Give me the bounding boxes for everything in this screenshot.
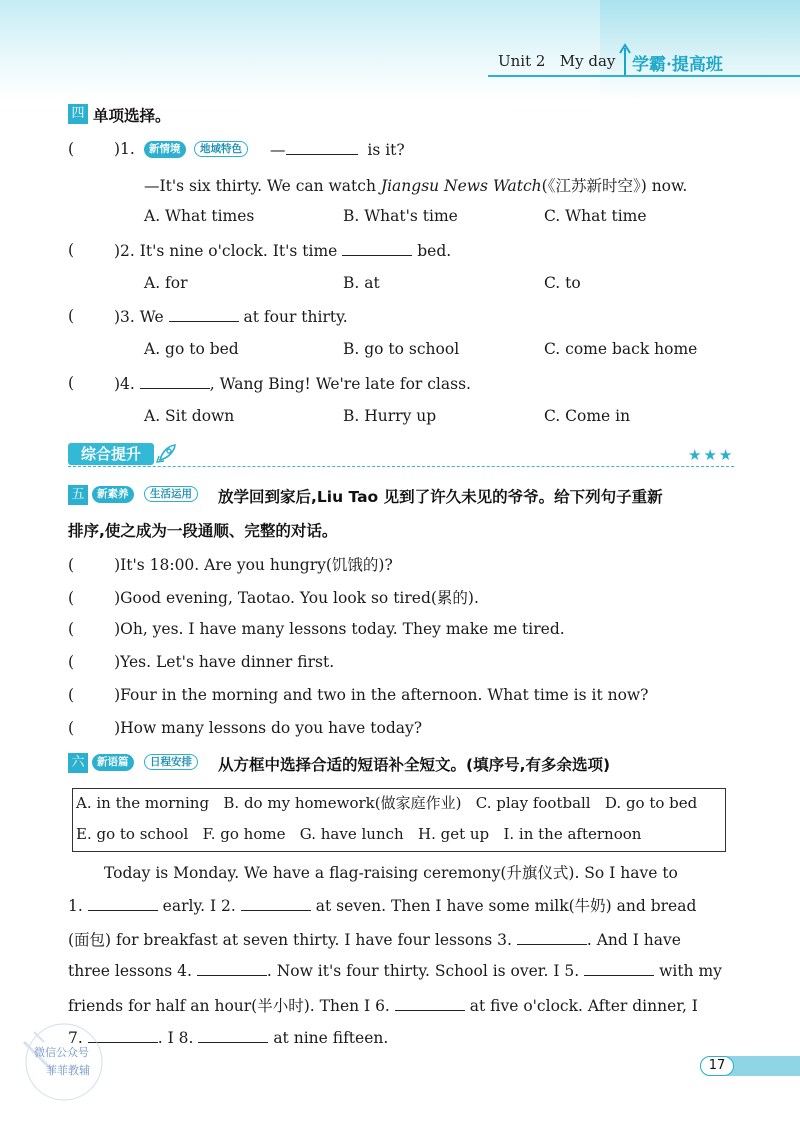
s5-rparen: ) [114, 686, 121, 704]
s6-tag-schedule: 日程安排 [144, 754, 198, 770]
s5-item-text: Oh, yes. I have many lessons today. They make me tired. [120, 620, 565, 638]
q3-stem-post: at four thirty. [243, 308, 348, 326]
q3-blank[interactable] [169, 307, 239, 322]
q2-stem [114, 241, 451, 260]
q3-option-b: B. go to school [343, 340, 460, 358]
arrow-up-icon [617, 42, 633, 76]
phrase-i: I. in the afternoon [503, 825, 642, 843]
p-text: at five o'clock. After dinner, I [469, 997, 698, 1015]
p-text: early. I 2. [162, 897, 236, 915]
s5-item-text: How many lessons do you have today? [120, 719, 423, 737]
passage-line-1: Today is Monday. We have a flag-raising ceremony(升旗仪式). So I have to [104, 864, 678, 882]
q1-stem-dash: — [270, 141, 286, 159]
s5-tag-literacy: 新素养 [92, 486, 134, 503]
q1-option-c: C. What time [544, 207, 647, 225]
s5-lparen: ( [68, 589, 75, 607]
combo-divider [68, 466, 734, 467]
q4-stem [114, 374, 471, 393]
s5-item [68, 620, 565, 638]
phrase-c: C. play football [475, 794, 591, 812]
q2-option-a: A. for [144, 274, 188, 292]
passage-blank-8[interactable] [198, 1028, 268, 1043]
q3-paren: ( [68, 307, 75, 325]
q4-option-b: B. Hurry up [343, 407, 437, 425]
q2-blank[interactable] [342, 241, 412, 256]
s5-lparen: ( [68, 653, 75, 671]
passage-line-3 [68, 928, 681, 950]
s5-rparen: ) [114, 556, 121, 574]
p-text: . I 8. [157, 1029, 194, 1047]
q2-paren: ( [68, 241, 75, 259]
s5-title-line2: 排序,使之成为一段通顺、完整的对话。 [68, 522, 338, 540]
phrase-d: D. go to bed [604, 794, 698, 812]
q1-option-a: A. What times [144, 207, 255, 225]
q1-number: )1. [114, 140, 135, 158]
q1-tag-regional: 地域特色 [194, 141, 248, 157]
p-text: 7. [68, 1029, 83, 1047]
q2-stem-post: bed. [417, 242, 452, 260]
s5-item [68, 553, 393, 575]
q1-line2-italic: Jiangsu News Watch [380, 177, 542, 195]
passage-line-5 [68, 994, 698, 1016]
s5-rparen: ) [114, 589, 121, 607]
q3-stem [114, 307, 348, 326]
phrase-box-row1 [76, 792, 697, 813]
passage-blank-2[interactable] [241, 896, 311, 911]
phrase-f: F. go home [202, 825, 286, 843]
s5-tag-life: 生活运用 [144, 486, 198, 502]
q1-stem-tail: is it? [367, 141, 405, 159]
s5-item-text: Four in the morning and two in the afternoon. What time is it now? [120, 686, 649, 704]
passage-blank-3[interactable] [517, 930, 587, 945]
q2-option-c: C. to [544, 274, 581, 292]
s5-lparen: ( [68, 686, 75, 704]
header-unit [498, 52, 615, 70]
s5-item [68, 653, 334, 671]
passage-blank-1[interactable] [88, 896, 158, 911]
section-4-title: 单项选择。 [93, 107, 171, 125]
q4-option-c: C. Come in [544, 407, 631, 425]
phrase-a: A. in the morning [76, 794, 210, 812]
q2-stem-pre: It's nine o'clock. It's time [139, 242, 338, 260]
s5-item-text: Good evening, Taotao. You look so tired(累的). [120, 589, 479, 607]
s5-title-line1: 放学回到家后,Liu Tao 见到了许久未见的爷爷。给下列句子重新 [218, 488, 663, 506]
q1-option-b: B. What's time [343, 207, 458, 225]
phrase-g: G. have lunch [299, 825, 404, 843]
section-6-number: 六 [68, 753, 88, 773]
watermark-line-2: 菲菲教辅 [46, 1064, 90, 1077]
q4-stem-post: , Wang Bing! We're late for class. [209, 375, 471, 393]
p-text: . Now it's four thirty. School is over. I 5. [266, 962, 580, 980]
s5-rparen: ) [114, 653, 121, 671]
q4-paren: ( [68, 374, 75, 392]
unit-label: Unit 2 [498, 52, 546, 70]
q1-line2 [144, 174, 687, 196]
q3-stem-pre: We [139, 308, 164, 326]
passage-blank-4[interactable] [197, 961, 267, 976]
watermark-line-1: 微信公众号 [34, 1046, 89, 1059]
difficulty-stars: ★★★ [688, 446, 735, 464]
s5-item-text: It's 18:00. Are you hungry(饥饿的)? [120, 556, 393, 574]
p-text: friends for half an hour(半小时). Then I 6. [68, 997, 390, 1015]
phrase-e: E. go to school [76, 825, 189, 843]
s5-item-text: Yes. Let's have dinner first. [120, 653, 335, 671]
q4-option-a: A. Sit down [144, 407, 235, 425]
q4-blank[interactable] [140, 374, 210, 389]
page-number: 17 [700, 1056, 734, 1076]
unit-title: My day [559, 52, 616, 70]
s6-title: 从方框中选择合适的短语补全短文。(填序号,有多余选项) [218, 756, 611, 774]
rocket-icon [156, 442, 178, 464]
s5-lparen: ( [68, 719, 75, 737]
p-text: . And I have [586, 931, 681, 949]
q1-stem [270, 140, 405, 159]
q3-option-c: C. come back home [544, 340, 698, 358]
s5-item [68, 586, 479, 608]
s5-rparen: ) [114, 620, 121, 638]
section-4-number: 四 [68, 104, 88, 124]
p-text: at nine fifteen. [273, 1029, 389, 1047]
section-5-number: 五 [68, 485, 88, 505]
s5-item [68, 719, 422, 737]
p-blank-1-label: 1. [68, 897, 83, 915]
phrase-h: H. get up [417, 825, 490, 843]
p-text: three lessons 4. [68, 962, 192, 980]
passage-blank-6[interactable] [395, 996, 465, 1011]
passage-line-2 [68, 894, 696, 916]
s5-lparen: ( [68, 556, 75, 574]
q3-number: )3. [114, 308, 135, 326]
phrase-b: B. do my homework(做家庭作业) [223, 794, 462, 812]
s5-item [68, 686, 649, 704]
q1-line2-post: (《江苏新时空》) now. [541, 177, 688, 195]
q1-tag-new-context: 新情境 [144, 141, 186, 158]
q4-number: )4. [114, 375, 135, 393]
q2-number: )2. [114, 242, 135, 260]
p-text: with my [659, 962, 722, 980]
q1-paren: ( [68, 140, 75, 158]
q2-option-b: B. at [343, 274, 380, 292]
header-rule [488, 75, 800, 77]
passage-line-4 [68, 961, 722, 980]
q1-line2-pre: —It's six thirty. We can watch [144, 177, 376, 195]
p-text: (面包) for breakfast at seven thirty. I have four lessons 3. [68, 931, 512, 949]
q1-blank[interactable] [286, 140, 358, 155]
p-text: at seven. Then I have some milk(牛奶) and bread [315, 897, 697, 915]
brand-title: 学霸·提高班 [632, 55, 723, 75]
s5-rparen: ) [114, 719, 121, 737]
q3-option-a: A. go to bed [144, 340, 239, 358]
passage-blank-5[interactable] [584, 961, 654, 976]
s5-lparen: ( [68, 620, 75, 638]
s6-tag-discourse: 新语篇 [92, 754, 134, 771]
combo-banner: 综合提升 [68, 443, 154, 465]
phrase-box-row2 [76, 825, 641, 843]
